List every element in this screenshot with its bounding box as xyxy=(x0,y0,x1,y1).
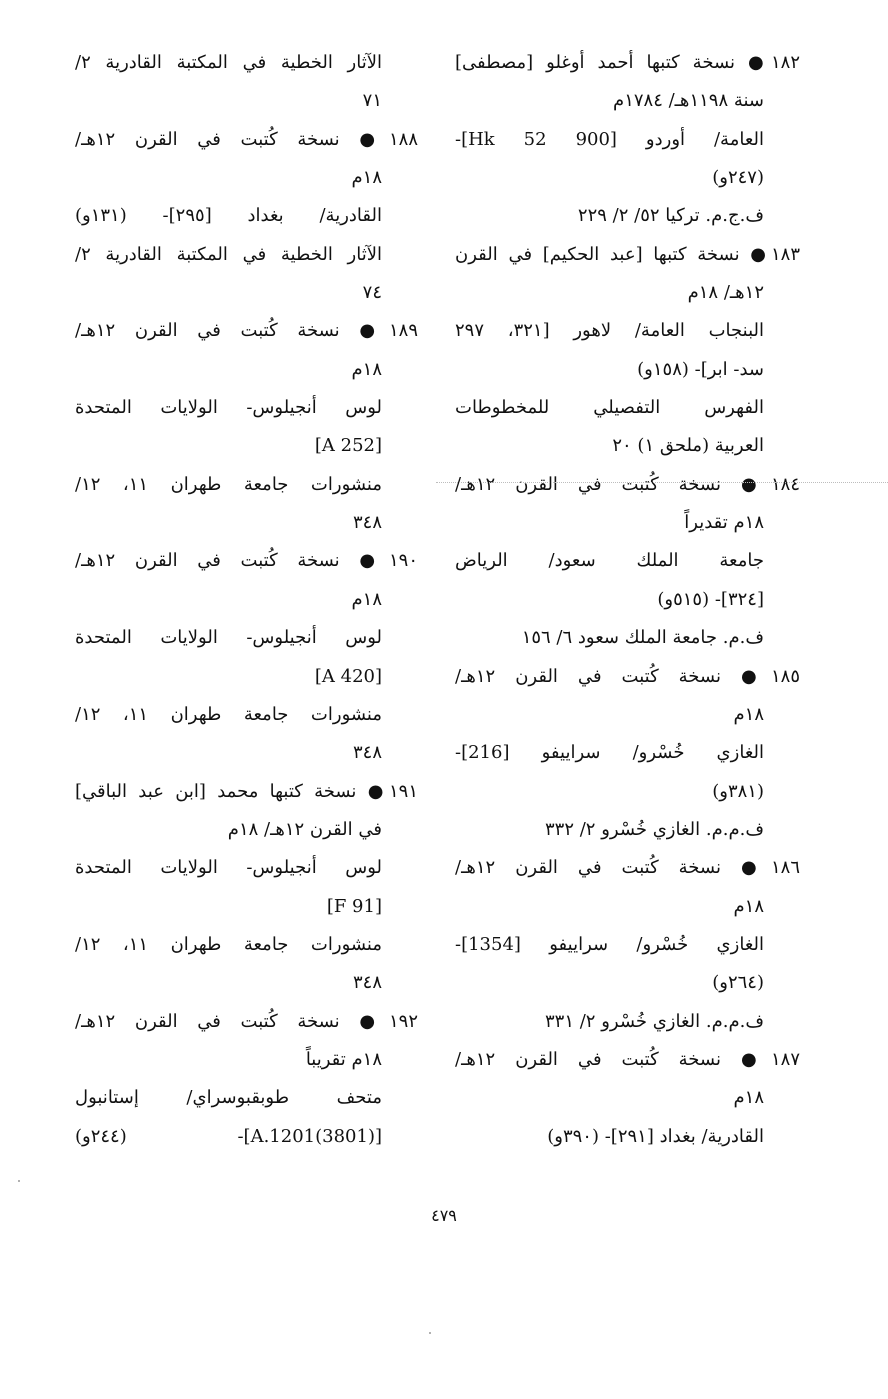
left-column-line: لوس أنجيلوس- الولايات المتحدة xyxy=(75,857,382,879)
left-column-line: ١٨٨● نسخة كُتبت في القرن ١٢هـ/ xyxy=(75,128,418,150)
right-column-line: الغازي خُسْرو/ سراييفو [216]- xyxy=(455,742,764,764)
right-column-line: ١٨م تقديراً xyxy=(684,512,764,534)
right-column-line: ١٨٤● نسخة كُتبت في القرن ١٢هـ/ xyxy=(455,473,800,495)
right-column-line: الغازي خُسْرو/ سراييفو [1354]- xyxy=(455,933,764,955)
left-column-line: منشورات جامعة طهران ١١، ١٢/ xyxy=(75,933,382,955)
right-column-line: ف.ج.م. تركيا ٥٢/ ٢/ ٢٢٩ xyxy=(577,205,764,227)
left-column-line: لوس أنجيلوس- الولايات المتحدة xyxy=(75,397,382,419)
left-column-line: لوس أنجيلوس- الولايات المتحدة xyxy=(75,627,382,649)
right-column-line: ١٨٧● نسخة كُتبت في القرن ١٢هـ/ xyxy=(455,1048,800,1070)
left-column-line: [A 252] xyxy=(314,435,382,457)
right-column-line: جامعة الملك سعود/ الرياض xyxy=(455,550,764,572)
left-column-line: ٧٤ xyxy=(362,282,382,304)
left-column-line: [(3801)A.1201]- (٢٤٤و) xyxy=(75,1125,382,1147)
right-column-line: العامة/ أوردو [900 Hk 52]- xyxy=(455,128,764,150)
left-column-line: ٣٤٨ xyxy=(352,742,382,764)
left-column-line: في القرن ١٢هـ/ ١٨م xyxy=(227,818,382,840)
left-column-line: ١٨م xyxy=(351,588,382,610)
left-column xyxy=(75,44,418,1156)
page-number: ٤٧٩ xyxy=(431,1206,457,1225)
left-column-line: ١٨م xyxy=(351,167,382,189)
right-column-line: (٣٨١و) xyxy=(712,780,764,802)
left-column-line: ٧١ xyxy=(362,90,382,112)
left-column-line: متحف طوبقبوسراي/ إستانبول xyxy=(75,1087,382,1109)
left-column-line: القادرية/ بغداد [٢٩٥]- (١٣١و) xyxy=(75,205,382,227)
left-column-line: ١٨٩● نسخة كُتبت في القرن ١٢هـ/ xyxy=(75,320,418,342)
right-column-line: ١٨٢● نسخة كتبها أحمد أوغلو [مصطفى] xyxy=(455,52,800,73)
right-column-line: العربية (ملحق ١) ٢٠ xyxy=(612,435,764,457)
left-column-line: ٣٤٨ xyxy=(352,972,382,994)
left-column-line: ١٩٢● نسخة كُتبت في القرن ١٢هـ/ xyxy=(75,1010,418,1032)
right-column-line: البنجاب العامة/ لاهور [٣٢١، ٢٩٧ xyxy=(455,320,765,342)
left-column-line: ١٨م تقريباً xyxy=(305,1048,382,1070)
left-column-line: ١٩٠● نسخة كُتبت في القرن ١٢هـ/ xyxy=(75,550,418,572)
right-column-line: ١٨م xyxy=(733,1087,764,1109)
left-column-line: ١٩١● نسخة كتبها محمد [ابن عبد الباقي] xyxy=(75,780,418,802)
right-column xyxy=(455,44,800,1156)
left-column-line: الآثار الخطية في المكتبة القادرية ٢/ xyxy=(75,52,382,73)
right-column-line: ١٨٦● نسخة كُتبت في القرن ١٢هـ/ xyxy=(455,857,800,879)
right-column-line: ١٨م xyxy=(733,895,764,917)
left-column-line: منشورات جامعة طهران ١١، ١٢/ xyxy=(75,703,382,725)
left-column-line: ٣٤٨ xyxy=(352,512,382,534)
left-column-line: الآثار الخطية في المكتبة القادرية ٢/ xyxy=(75,243,382,265)
right-column-line: ١٨٥● نسخة كُتبت في القرن ١٢هـ/ xyxy=(455,665,800,687)
scan-dotted-line xyxy=(436,482,888,483)
right-column-line: القادرية/ بغداد [٢٩١]- (٣٩٠و) xyxy=(547,1125,764,1147)
right-column-line: سنة ١١٩٨هـ/ ١٧٨٤م xyxy=(613,90,764,112)
right-column-line: ف.م.م. الغازي خُسْرو ٢/ ٣٣٢ xyxy=(544,818,764,840)
right-column-line: سد- ابر]- (١٥٨و) xyxy=(637,358,764,380)
right-column-line: ١٨م xyxy=(733,703,764,725)
right-column-line: الفهرس التفصيلي للمخطوطات xyxy=(455,397,764,419)
left-column-line: [F 91] xyxy=(326,895,382,917)
right-column-line: ١٢هـ/ ١٨م xyxy=(687,282,764,304)
right-column-line: ١٨٣● نسخة كتبها [عبد الحكيم] في القرن xyxy=(455,243,800,265)
left-column-line: ١٨م xyxy=(351,358,382,380)
right-column-line: ف.م. جامعة الملك سعود ٦/ ١٥٦ xyxy=(521,627,764,649)
right-column-line: [٣٢٤]- (٥١٥و) xyxy=(657,588,764,610)
left-column-line: [A 420] xyxy=(314,665,382,687)
right-column-line: (٢٦٤و) xyxy=(712,972,764,994)
left-column-line: منشورات جامعة طهران ١١، ١٢/ xyxy=(75,473,382,495)
scan-speck xyxy=(429,1332,431,1334)
scan-speck xyxy=(18,1180,20,1182)
right-column-line: ف.م.م. الغازي خُسْرو ٢/ ٣٣١ xyxy=(544,1010,764,1032)
right-column-line: (٢٤٧و) xyxy=(712,167,764,189)
